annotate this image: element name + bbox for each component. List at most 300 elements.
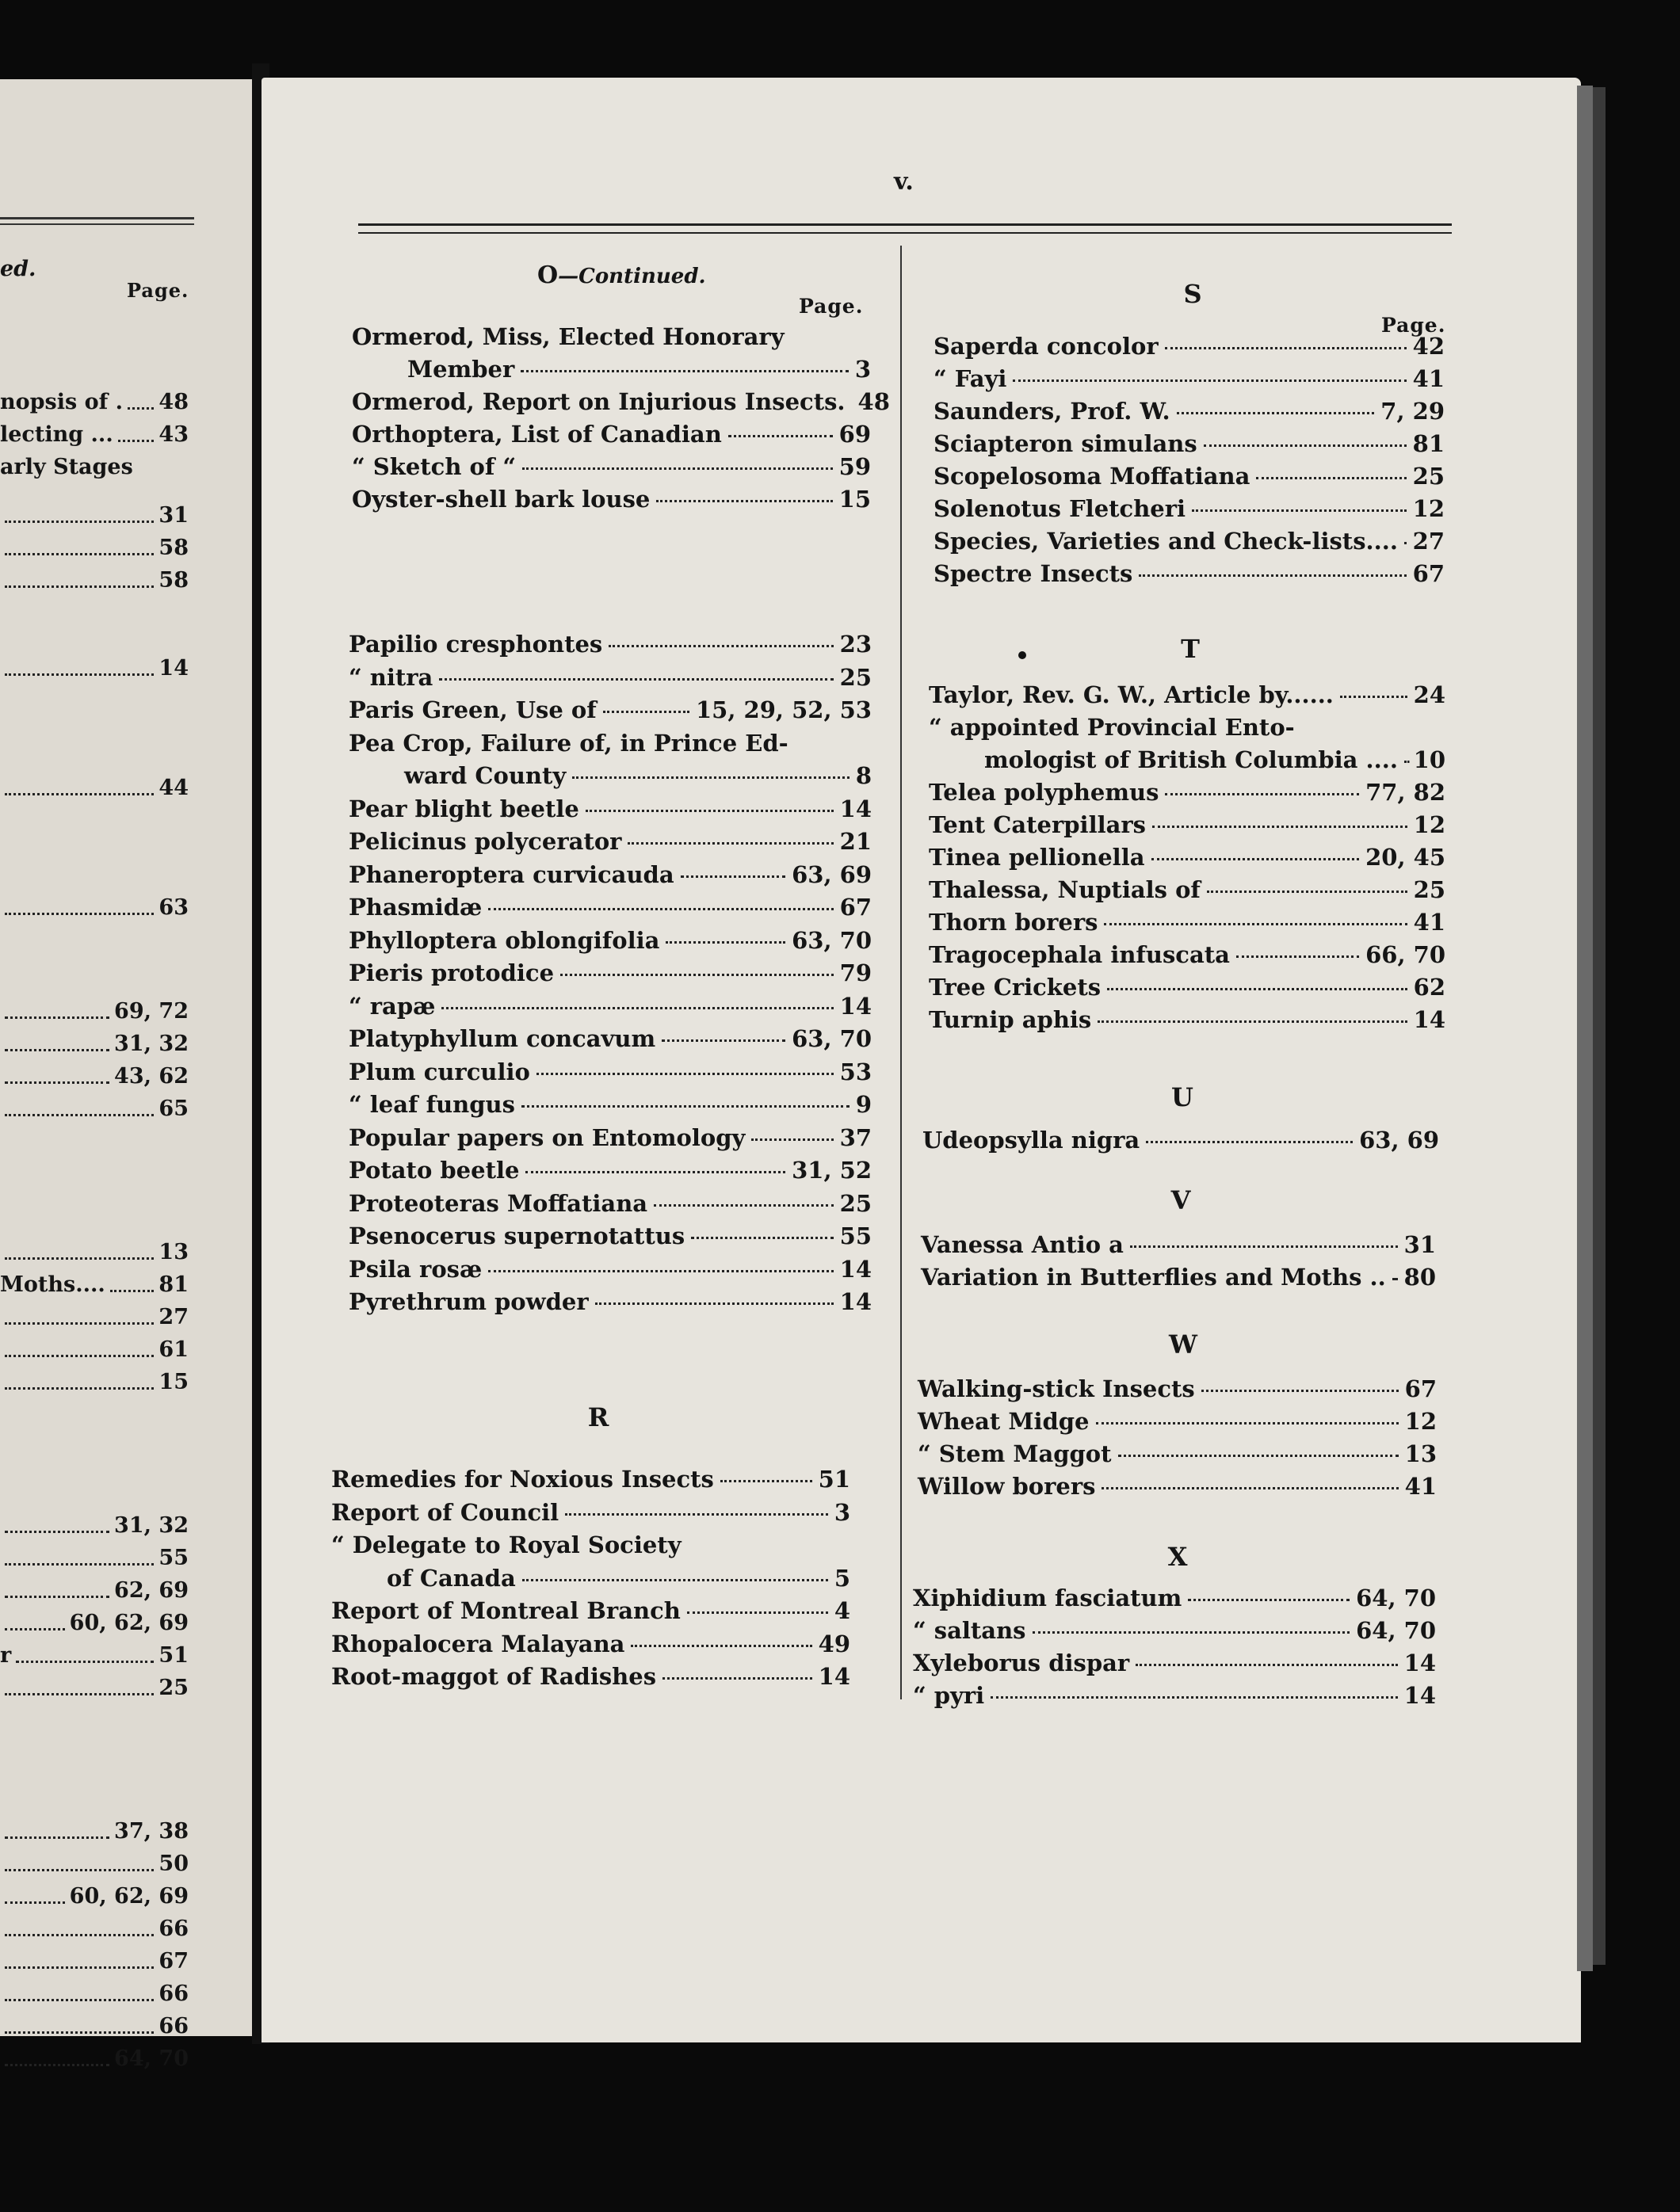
entry-page: 67 [1404, 1375, 1437, 1402]
leader-dots [666, 941, 785, 944]
leader-dots [522, 467, 833, 470]
leader-dots [118, 418, 155, 442]
facing-line-page: 63 [158, 895, 189, 920]
leader-dots [1098, 1020, 1407, 1023]
leader-dots [1256, 477, 1406, 479]
page-edge [1577, 86, 1593, 1971]
index-entry [349, 1288, 872, 1315]
leader-dots [5, 771, 154, 795]
book-cover-edge [1593, 87, 1606, 1965]
leader-dots [720, 1480, 812, 1482]
entry-name: Taylor, Rev. G. W., Article by...... [929, 681, 1334, 708]
section-letter-s: S [1183, 279, 1202, 309]
leader-dots [1136, 1664, 1397, 1666]
leader-dots [1096, 1422, 1399, 1424]
facing-line-page: 69, 72 [114, 999, 189, 1024]
facing-page-line [0, 2046, 189, 2071]
entry-name: Species, Varieties and Check-lists.... [934, 528, 1398, 555]
facing-page-line [0, 1096, 189, 1121]
entry-name: “ leaf fungus [349, 1091, 515, 1118]
leader-dots [1177, 412, 1375, 414]
leader-dots [1204, 444, 1407, 447]
leader-dots [5, 994, 109, 1019]
facing-page-line [0, 2014, 189, 2038]
entry-name: Potato beetle [349, 1157, 520, 1184]
leader-dots [5, 651, 154, 676]
leader-dots [631, 1645, 811, 1647]
facing-page-line [0, 1240, 189, 1264]
index-entry [404, 762, 872, 789]
index-entry [918, 1408, 1437, 1435]
section-letter-x: X [1167, 1542, 1188, 1572]
facing-line-page: 60, 62, 69 [69, 1884, 189, 1909]
leader-dots [525, 1171, 785, 1173]
entry-page: 63, 70 [792, 1025, 872, 1052]
entry-name: Phaneroptera curvicauda [349, 860, 674, 888]
leader-dots [603, 711, 689, 713]
entry-page: 66, 70 [1365, 941, 1445, 968]
facing-line-page: 66 [158, 1981, 189, 2006]
entry-name: Spectre Insects [934, 560, 1133, 587]
entry-name: “ nitra [349, 663, 433, 691]
entry-name: Tinea pellionella [929, 844, 1145, 871]
entry-name: Saunders, Prof. W. [934, 398, 1170, 425]
entry-page: 81 [1412, 430, 1445, 457]
entry-name: Popular papers on Entomology [349, 1123, 746, 1151]
leader-dots [1236, 955, 1359, 958]
entry-name: Remedies for Noxious Insects [331, 1466, 714, 1493]
facing-line-page: 58 [158, 536, 189, 560]
right-column-page-label: Page. [1381, 314, 1446, 337]
entry-page: 63, 69 [792, 860, 872, 888]
entry-page: 77, 82 [1365, 779, 1445, 806]
leader-dots [1188, 1599, 1350, 1601]
facing-line-page: 58 [158, 568, 189, 593]
facing-line-page: 31 [158, 503, 189, 528]
facing-line-page: 60, 62, 69 [69, 1611, 189, 1635]
leader-dots [1104, 923, 1407, 925]
entry-page: 15, 29, 52, 53 [695, 696, 872, 723]
entry-page: 23 [839, 631, 872, 658]
entry-name: Pear blight beetle [349, 795, 579, 822]
leader-dots [439, 678, 833, 681]
entry-page: 67 [1412, 560, 1445, 587]
entry-page: 41 [1404, 1473, 1437, 1500]
index-entry [918, 1473, 1437, 1500]
index-entry [349, 927, 872, 954]
index-entry [349, 828, 872, 855]
index-entry [913, 1682, 1436, 1709]
index-entry [349, 894, 872, 921]
facing-line-page: 55 [158, 1546, 189, 1570]
index-entry [918, 1440, 1437, 1467]
index-entry [934, 398, 1445, 425]
index-entry [913, 1649, 1436, 1676]
index-entry [331, 1499, 850, 1526]
facing-line-page: 61 [158, 1337, 189, 1362]
entry-name: “ Sketch of “ [352, 453, 517, 480]
facing-line-text: nopsis of . [0, 390, 123, 414]
entry-name: Variation in Butterflies and Moths .. [921, 1264, 1386, 1291]
index-entry [922, 1127, 1439, 1154]
facing-page-line [0, 1337, 189, 1362]
facing-line-page: 44 [158, 776, 189, 800]
entry-page: 14 [839, 1288, 872, 1315]
index-entry-line: Pea Crop, Failure of, in Prince Ed- [349, 729, 788, 757]
index-entry [929, 1006, 1445, 1033]
entry-name: Pelicinus polycerator [349, 828, 622, 855]
facing-page-line [0, 1676, 189, 1700]
leader-dots [5, 1879, 65, 1904]
ink-dot [1018, 651, 1026, 659]
entry-name: Oyster-shell bark louse [352, 486, 651, 513]
leader-dots [728, 435, 833, 437]
leader-dots [595, 1302, 834, 1305]
leader-dots [488, 908, 833, 910]
index-entry [352, 486, 871, 513]
left-column-page-label: Page. [799, 295, 864, 318]
section-letter-w: W [1169, 1329, 1197, 1360]
entry-name: Telea polyphemus [929, 779, 1159, 806]
index-entry [929, 779, 1445, 806]
facing-page-line [0, 1305, 189, 1329]
index-entry [349, 664, 872, 691]
index-entry [349, 1025, 872, 1052]
leader-dots [1404, 542, 1407, 544]
facing-line-text: r [0, 1643, 12, 1668]
leader-dots [5, 1814, 109, 1839]
facing-page-line [0, 1611, 189, 1635]
entry-page: 69 [838, 421, 871, 448]
facing-page-line [0, 1546, 189, 1570]
facing-line-page: 50 [158, 1852, 189, 1876]
entry-page: 53 [839, 1058, 872, 1085]
leader-dots [560, 974, 834, 976]
leader-dots [751, 1138, 833, 1141]
entry-name: Turnip aphis [929, 1006, 1092, 1033]
section-letter-t: T [1181, 634, 1200, 664]
leader-dots [5, 2042, 109, 2066]
leader-dots [687, 1611, 828, 1614]
facing-line-page: 64, 70 [114, 2046, 189, 2071]
leader-dots [1340, 696, 1407, 698]
facing-line-page: 48 [158, 390, 189, 414]
leader-dots [5, 2009, 154, 2034]
entry-name: Walking-stick Insects [918, 1375, 1195, 1402]
entry-name: Xiphidium fasciatum [913, 1585, 1182, 1611]
entry-name: Vanessa Antio a [921, 1231, 1124, 1258]
index-entry [934, 495, 1445, 522]
facing-line-page: 27 [158, 1305, 189, 1329]
leader-dots [5, 1541, 154, 1566]
leader-dots [5, 1333, 154, 1357]
entry-page: 8 [855, 762, 872, 789]
leader-dots [1201, 1390, 1399, 1392]
entry-name: Wheat Midge [918, 1408, 1090, 1435]
facing-page-line [0, 1852, 189, 1876]
index-entry [349, 1190, 872, 1217]
entry-page: 55 [839, 1222, 872, 1249]
index-entry [331, 1630, 850, 1657]
entry-name: Saperda concolor [934, 333, 1159, 360]
index-entry-line: “ appointed Provincial Ento- [929, 714, 1295, 741]
index-entry [929, 844, 1445, 871]
leader-dots [662, 1039, 785, 1042]
entry-page: 80 [1403, 1264, 1436, 1291]
facing-line-page: 51 [158, 1643, 189, 1668]
facing-line-page: 25 [158, 1676, 189, 1700]
section-letter-v: V [1170, 1185, 1191, 1215]
leader-dots [1207, 891, 1407, 893]
facing-line-page: 67 [158, 1949, 189, 1974]
index-entry [349, 993, 872, 1020]
entry-name: mologist of British Columbia .... [984, 746, 1398, 773]
entry-name: Tree Crickets [929, 974, 1102, 1001]
entry-name: Psila rosæ [349, 1255, 483, 1283]
facing-line-page: 31, 32 [114, 1032, 189, 1056]
facing-line-text: arly Stages [0, 455, 133, 479]
entry-page: 25 [1413, 876, 1445, 903]
leader-dots [5, 1508, 109, 1533]
leader-dots [5, 1977, 154, 2001]
facing-page-line [0, 1370, 189, 1394]
entry-name: Paris Green, Use of [349, 696, 597, 723]
entry-page: 64, 70 [1356, 1617, 1436, 1644]
header-rule [358, 223, 1452, 234]
entry-page: 10 [1413, 746, 1445, 773]
section-letter-u: U [1171, 1082, 1193, 1112]
leader-dots [1165, 793, 1359, 795]
entry-page: 12 [1412, 495, 1445, 522]
entry-name: Phylloptera oblongifolia [349, 926, 660, 954]
leader-dots [5, 498, 154, 523]
facing-line-page: 62, 69 [114, 1578, 189, 1603]
index-entry [929, 909, 1445, 936]
leader-dots [5, 1300, 154, 1325]
index-entry [934, 333, 1445, 360]
entry-page: 7, 29 [1380, 398, 1445, 425]
leader-dots [488, 1270, 833, 1272]
entry-page: 31, 52 [792, 1157, 872, 1184]
index-entry [921, 1264, 1436, 1291]
index-entry [349, 696, 872, 723]
leader-dots [522, 1579, 828, 1581]
facing-line-page: 81 [158, 1272, 189, 1297]
facing-page-line [0, 536, 189, 560]
index-entry [913, 1617, 1436, 1644]
entry-page: 15 [838, 486, 871, 513]
leader-dots [16, 1638, 154, 1663]
entry-name: Willow borers [918, 1473, 1096, 1500]
facing-page-line [0, 422, 189, 447]
left-facing-page [0, 79, 252, 2071]
leader-dots [1013, 379, 1406, 382]
entry-name: Ormerod, Report on Injurious Insects. [352, 388, 846, 415]
entry-page: 42 [1412, 333, 1445, 360]
leader-dots [586, 810, 834, 812]
leader-dots [609, 645, 833, 647]
facing-page-line [0, 1032, 189, 1056]
section-letter-r: R [587, 1402, 609, 1432]
index-entry [349, 795, 872, 822]
entry-name: “ pyri [913, 1682, 985, 1709]
entry-name: Sciapteron simulans [934, 430, 1197, 457]
entry-name: Phasmidæ [349, 894, 483, 921]
leader-dots [5, 1059, 109, 1084]
index-entry [918, 1375, 1437, 1402]
leader-dots [656, 500, 832, 502]
index-entry [352, 453, 871, 480]
leader-dots [565, 1513, 828, 1516]
entry-name: Proteoteras Moffatiana [349, 1189, 648, 1217]
leader-dots [1118, 1455, 1399, 1457]
entry-name: Thalessa, Nuptials of [929, 876, 1201, 903]
entry-name: Solenotus Fletcheri [934, 495, 1186, 522]
entry-name: Tragocephala infuscata [929, 941, 1230, 968]
entry-page: 62 [1413, 974, 1445, 1001]
leader-dots [5, 1027, 109, 1051]
facing-page-line [0, 895, 189, 920]
page-folio: v. [894, 168, 914, 196]
entry-page: 67 [839, 894, 872, 921]
entry-name: Scopelosoma Moffatiana [934, 463, 1250, 490]
index-entry [349, 861, 872, 888]
index-entry [934, 463, 1445, 490]
index-entry [929, 941, 1445, 968]
leader-dots [1192, 509, 1407, 512]
entry-page: 41 [1413, 909, 1445, 936]
index-entry [934, 560, 1445, 587]
left-page-header: ed. [0, 257, 36, 281]
leader-dots [5, 1847, 154, 1871]
facing-page-line [0, 1819, 189, 1844]
entry-page: 48 [857, 388, 890, 415]
facing-line-text: lecting ... [0, 422, 113, 447]
leader-dots [5, 1235, 154, 1260]
leader-dots [441, 1007, 833, 1009]
index-entry [913, 1585, 1436, 1611]
entry-name: Report of Council [331, 1498, 559, 1526]
entry-name: Pyrethrum powder [349, 1288, 589, 1315]
index-entry [934, 430, 1445, 457]
index-entry [349, 1058, 872, 1085]
facing-line-page: 13 [158, 1240, 189, 1264]
leader-dots [1139, 574, 1406, 577]
leader-dots [1033, 1631, 1350, 1634]
facing-page-line [0, 1949, 189, 1974]
leader-dots [521, 1105, 850, 1108]
facing-line-page: 43 [158, 422, 189, 447]
leader-dots [521, 370, 849, 372]
entry-page: 14 [1413, 1006, 1445, 1033]
index-entry [929, 811, 1445, 838]
leader-dots [5, 1573, 109, 1598]
leader-dots [572, 776, 850, 779]
facing-line-text: Moths.... [0, 1272, 105, 1297]
entry-name: of Canada [387, 1564, 516, 1592]
facing-page-line [0, 1272, 189, 1297]
entry-page: 25 [839, 663, 872, 691]
facing-line-page: 66 [158, 1916, 189, 1941]
leader-dots [1146, 1141, 1353, 1143]
entry-page: 25 [1412, 463, 1445, 490]
leader-dots [128, 385, 154, 410]
facing-page-line [0, 1916, 189, 1941]
entry-page: 14 [818, 1663, 850, 1690]
entry-page: 24 [1413, 681, 1445, 708]
entry-name: Thorn borers [929, 909, 1098, 936]
entry-page: 64, 70 [1356, 1585, 1436, 1611]
index-entry-line: “ Delegate to Royal Society [331, 1531, 682, 1558]
entry-page: 37 [839, 1123, 872, 1151]
facing-page-line [0, 1578, 189, 1603]
entry-name: Papilio cresphontes [349, 631, 603, 658]
facing-page-line [0, 390, 189, 414]
entry-page: 59 [838, 453, 871, 480]
index-entry [331, 1466, 850, 1493]
entry-page: 12 [1413, 811, 1445, 838]
index-entry-line: Ormerod, Miss, Elected Honorary [352, 323, 785, 350]
entry-name: Platyphyllum concavum [349, 1025, 656, 1052]
index-entry [331, 1663, 850, 1690]
index-entry [984, 746, 1445, 773]
entry-name: “ Stem Maggot [918, 1440, 1112, 1467]
facing-page-line [0, 1643, 189, 1668]
entry-name: “ rapæ [349, 992, 436, 1020]
entry-page: 9 [855, 1091, 872, 1118]
leader-dots [110, 1268, 155, 1292]
facing-line-page: 65 [158, 1096, 189, 1121]
entry-page: 12 [1404, 1408, 1437, 1435]
continued-letter: O [537, 261, 559, 289]
facing-page-line [0, 656, 189, 681]
entry-page: 4 [834, 1597, 850, 1624]
column-divider [900, 246, 902, 1699]
entry-page: 14 [839, 992, 872, 1020]
entry-page: 63, 69 [1359, 1127, 1439, 1154]
entry-name: Tent Caterpillars [929, 811, 1146, 838]
leader-dots [5, 1912, 154, 1936]
index-entry [929, 974, 1445, 1001]
entry-name: “ saltans [913, 1617, 1026, 1644]
facing-page-line [0, 1513, 189, 1538]
entry-page: 14 [839, 795, 872, 822]
index-entry [921, 1231, 1436, 1258]
facing-line-page: 43, 62 [114, 1064, 189, 1089]
left-page-page-label: Page. [127, 279, 189, 302]
index-entry [934, 528, 1445, 555]
facing-page-line [0, 568, 189, 593]
entry-name: Member [407, 356, 515, 383]
leader-dots [1152, 826, 1407, 828]
leader-dots [5, 891, 154, 915]
leader-dots [1151, 858, 1360, 860]
leader-dots [5, 1606, 65, 1630]
facing-line-page: 15 [158, 1370, 189, 1394]
entry-page: 5 [834, 1564, 850, 1592]
entry-name: Root-maggot of Radishes [331, 1663, 657, 1690]
leader-dots [1130, 1245, 1398, 1248]
entry-page: 63, 70 [792, 926, 872, 954]
entry-name: Plum curculio [349, 1058, 530, 1085]
index-entry [349, 631, 872, 658]
leader-dots [5, 531, 154, 555]
leader-dots [138, 450, 184, 475]
entry-page: 31 [1403, 1231, 1436, 1258]
entry-page: 41 [1412, 365, 1445, 392]
facing-page-line [0, 776, 189, 800]
leader-dots [1165, 347, 1407, 349]
